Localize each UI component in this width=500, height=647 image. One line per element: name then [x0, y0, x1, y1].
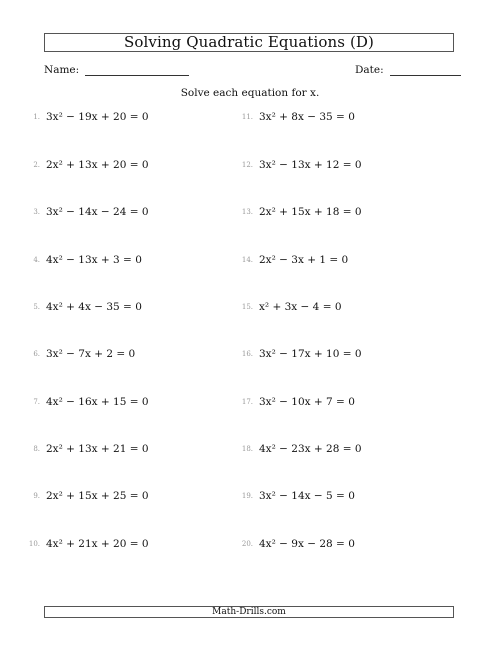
problem-item: [23, 205, 149, 219]
problem-item: [23, 158, 149, 172]
problem-item: [23, 253, 142, 267]
problem-item: [23, 300, 142, 314]
problem-number: 10.: [28, 540, 40, 548]
problem-number: 2.: [33, 161, 40, 169]
problem-item: [236, 253, 348, 267]
problem-number: 19.: [241, 492, 253, 500]
date-label: Date:: [355, 64, 384, 76]
problem-item: [236, 395, 355, 409]
problem-item: [236, 537, 355, 551]
problem-number: 13.: [241, 208, 253, 216]
problem-equation: 4x² − 9x − 28 = 0: [259, 538, 355, 550]
problem-item: [236, 205, 362, 219]
problem-number: 5.: [33, 303, 40, 311]
problem-equation: 3x² − 10x + 7 = 0: [259, 396, 355, 408]
problem-equation: 2x² + 15x + 25 = 0: [46, 490, 149, 502]
worksheet-title: Solving Quadratic Equations (D): [44, 33, 454, 52]
problem-item: [236, 300, 342, 314]
problem-item: [236, 442, 362, 456]
problem-number: 12.: [241, 161, 253, 169]
problem-number: 14.: [241, 256, 253, 264]
problem-equation: 3x² − 7x + 2 = 0: [46, 348, 136, 360]
problem-item: [23, 347, 135, 361]
problem-number: 6.: [33, 350, 40, 358]
problem-number: 15.: [241, 303, 253, 311]
problem-number: 18.: [241, 445, 253, 453]
problem-equation: 3x² − 19x + 20 = 0: [46, 111, 149, 123]
problem-item: [236, 347, 362, 361]
problem-equation: 4x² − 13x + 3 = 0: [46, 254, 142, 266]
footer-site-name: Math-Drills.com: [44, 606, 454, 618]
problem-equation: 3x² − 17x + 10 = 0: [259, 348, 362, 360]
problem-item: [23, 537, 149, 551]
problem-equation: 2x² + 13x + 20 = 0: [46, 159, 149, 171]
problem-equation: 3x² + 8x − 35 = 0: [259, 111, 355, 123]
problem-number: 17.: [241, 398, 253, 406]
problem-number: 8.: [33, 445, 40, 453]
problem-equation: 3x² − 13x + 12 = 0: [259, 159, 362, 171]
date-line: [390, 64, 461, 76]
problem-item: [23, 395, 149, 409]
problem-number: 1.: [33, 113, 40, 121]
problem-item: [23, 489, 149, 503]
problem-equation: 3x² − 14x − 5 = 0: [259, 490, 355, 502]
problem-number: 9.: [33, 492, 40, 500]
name-label: Name:: [44, 64, 80, 76]
problem-number: 3.: [33, 208, 40, 216]
problem-equation: 2x² − 3x + 1 = 0: [259, 254, 349, 266]
problem-item: [236, 110, 355, 124]
date-field: [355, 64, 461, 76]
problem-number: 20.: [241, 540, 253, 548]
problem-item: [236, 489, 355, 503]
problem-equation: 4x² + 21x + 20 = 0: [46, 538, 149, 550]
problem-equation: x² + 3x − 4 = 0: [259, 301, 342, 313]
problem-equation: 3x² − 14x − 24 = 0: [46, 206, 149, 218]
problem-equation: 4x² − 23x + 28 = 0: [259, 443, 362, 455]
problem-number: 4.: [33, 256, 40, 264]
problem-item: [23, 110, 149, 124]
problem-number: 11.: [241, 113, 253, 121]
problem-item: [23, 442, 149, 456]
instructions: Solve each equation for x.: [180, 87, 320, 99]
problem-equation: 2x² + 15x + 18 = 0: [259, 206, 362, 218]
problem-equation: 4x² − 16x + 15 = 0: [46, 396, 149, 408]
name-field: [44, 64, 189, 76]
problem-number: 7.: [33, 398, 40, 406]
problem-number: 16.: [241, 350, 253, 358]
name-line: [85, 64, 189, 76]
problem-item: [236, 158, 362, 172]
problem-equation: 2x² + 13x + 21 = 0: [46, 443, 149, 455]
problem-equation: 4x² + 4x − 35 = 0: [46, 301, 142, 313]
